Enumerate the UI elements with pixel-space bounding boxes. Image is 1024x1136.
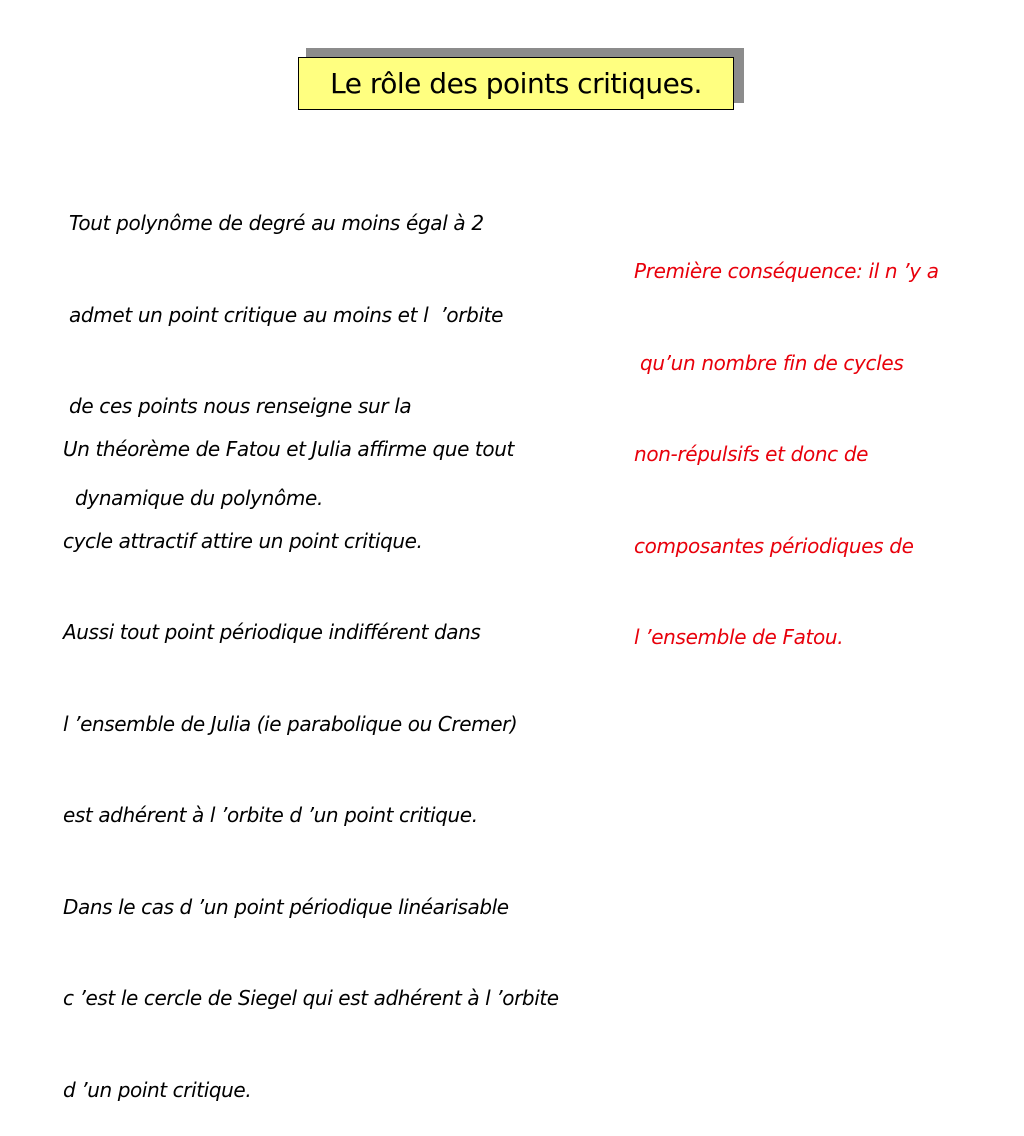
theorem-line: Un théorème de Fatou et Julia affirme que tout — [63, 437, 514, 461]
theorem-line: d ’un point critique. — [63, 1077, 252, 1102]
title-box — [298, 57, 734, 110]
theorem-line: Aussi tout point périodique indifférent dans — [63, 620, 481, 644]
intro-line: dynamique du polynôme. — [69, 485, 323, 510]
theorem-line: cycle attractif attire un point critique. — [63, 528, 423, 553]
theorem-line: Dans le cas d ’un point périodique linéarisable — [63, 894, 509, 919]
intro-line: de ces points nous renseigne sur la — [69, 394, 412, 418]
slide-title: Le rôle des points critiques. — [330, 67, 702, 100]
consequence-line: non-répulsifs et donc de — [634, 442, 869, 466]
theorem-line: est adhérent à l ’orbite d ’un point critique. — [63, 803, 478, 827]
consequence-line: qu’un nombre fin de cycles — [634, 350, 904, 375]
theorem-line: c ’est le cercle de Siegel qui est adhérent à l ’orbite — [63, 986, 559, 1010]
intro-line: Tout polynôme de degré au moins égal à 2 — [69, 211, 484, 235]
consequence-line: Première conséquence: il n ’y a — [634, 259, 939, 283]
intro-line: admet un point critique au moins et l ’orbite — [69, 302, 504, 327]
consequence-line: l ’ensemble de Fatou. — [634, 625, 844, 649]
theorem-paragraph — [63, 373, 559, 1136]
consequence-paragraph — [634, 195, 939, 683]
consequence-line: composantes périodiques de — [634, 533, 914, 558]
theorem-line: l ’ensemble de Julia (ie parabolique ou Cremer) — [63, 711, 518, 736]
